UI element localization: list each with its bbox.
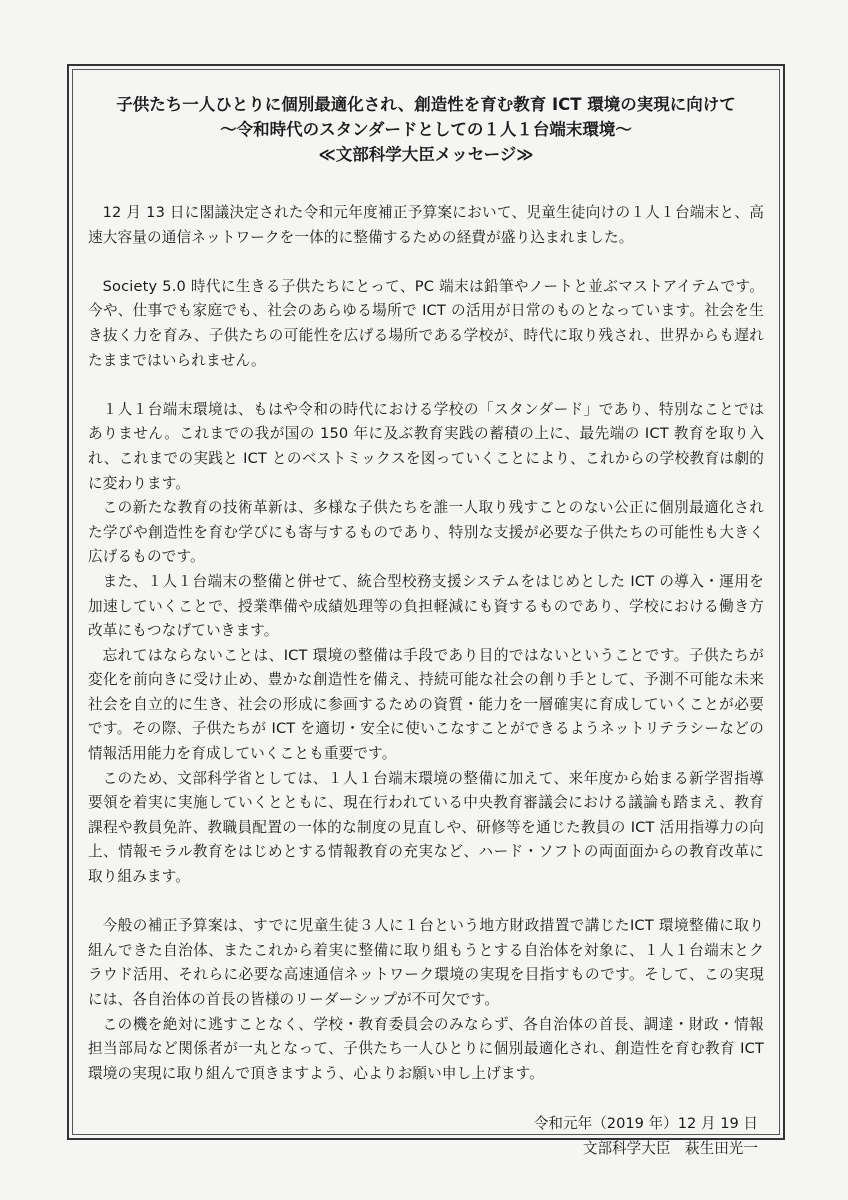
paragraph-5: また、１人１台端末の整備と併せて、統合型校務支援システムをはじめとした ICT の導入・運用を加速していくことで、授業準備や成績処理等の負担軽減にも資するものであり、学校における働き方改革にもつなげていきます。 bbox=[88, 572, 764, 640]
paragraph-7: このため、文部科学省としては、１人１台端末環境の整備に加えて、来年度から始まる新学習指導要領を着実に実施していくとともに、現在行われている中央教育審議会における議論も踏まえ、教育課程や教員免許、教職員配置の一体的な制度の見直しや、研修等を通じた教員の ICT 活用指導力の向上、情報モラル教育をはじめとする情報教育の充実など、ハード・ソフトの両面面からの教育改革に取り組みます。 bbox=[88, 769, 764, 886]
paragraph-2: Society 5.0 時代に生きる子供たちにとって、PC 端末は鉛筆やノートと並ぶマストアイテムです。今や、仕事でも家庭でも、社会のあらゆる場所で ICT の活用が日常のものとなっています。社会を生き抜く力を育み、子供たちの可能性を広げる場所である学校が、時代に取り残され、世界からも遅れたままではいられません。 bbox=[88, 277, 764, 369]
title-line-2: ～令和時代のスタンダードとしての１人１台端末環境～ bbox=[220, 120, 632, 139]
document-content bbox=[88, 92, 764, 1162]
title-line-1: 子供たち一人ひとりに個別最適化され、創造性を育む教育 ICT 環境の実現に向けて bbox=[116, 95, 736, 114]
date-line: 令和元年（2019 年）12 月 19 日 bbox=[533, 1115, 758, 1133]
signer-line: 文部科学大臣 萩生田光一 bbox=[582, 1139, 758, 1157]
paragraph-1: 12 月 13 日に閣議決定された令和元年度補正予算案において、児童生徒向けの１人１台端末と、高速大容量の通信ネットワークを一体的に整備するための経費が盛り込まれました。 bbox=[88, 204, 764, 246]
signature-block bbox=[88, 1112, 764, 1161]
message-body bbox=[88, 201, 764, 1086]
paragraph-9: この機を絶対に逃すことなく、学校・教育委員会のみならず、各自治体の首長、調達・財政・情報担当部局など関係者が一丸となって、子供たち一人ひとりに個別最適化され、創造性を育む教育 ICT 環境の実現に取り組んで頂きますよう、心よりお願い申し上げます。 bbox=[88, 1015, 764, 1082]
paragraph-3: １人１台端末環境は、もはや令和の時代における学校の「スタンダード」であり、特別なことではありません。これまでの我が国の 150 年に及ぶ教育実践の蓄積の上に、最先端の ICT 教育を取り入れ、これまでの実践と ICT とのベストミックスを図っていくことにより、これからの学校教育は劇的に変わります。 bbox=[88, 400, 764, 492]
paragraph-8: 今般の補正予算案は、すでに児童生徒３人に１台という地方財政措置で講じたICT 環境整備に取り組んできた自治体、またこれから着実に整備に取り組もうとする自治体を対象に、１人１台端末とクラウド活用、それらに必要な高速通信ネットワーク環境の実現を目指すものです。そして、この実現には、各自治体の首長の皆様のリーダーシップが不可欠です。 bbox=[88, 917, 764, 1008]
title-line-3: ≪文部科学大臣メッセージ≫ bbox=[318, 145, 534, 164]
paragraph-6: 忘れてはならないことは、ICT 環境の整備は手段であり目的ではないということです。子供たちが変化を前向きに受け止め、豊かな創造性を備え、持続可能な社会の創り手として、予測不可能な未来社会を自立的に生き、社会の形成に参画するための資質・能力を一層確実に育成していくことが必要です。その際、子供たちが ICT を適切・安全に使いこなすことができるようネットリテラシーなどの情報活用能力を育成していくことも重要です。 bbox=[88, 646, 764, 763]
paragraph-4: この新たな教育の技術革新は、多様な子供たちを誰一人取り残すことのない公正に個別最適化された学びや創造性を育む学びにも寄与するものであり、特別な支援が必要な子供たちの可能性も大きく広げるものです。 bbox=[88, 499, 764, 566]
